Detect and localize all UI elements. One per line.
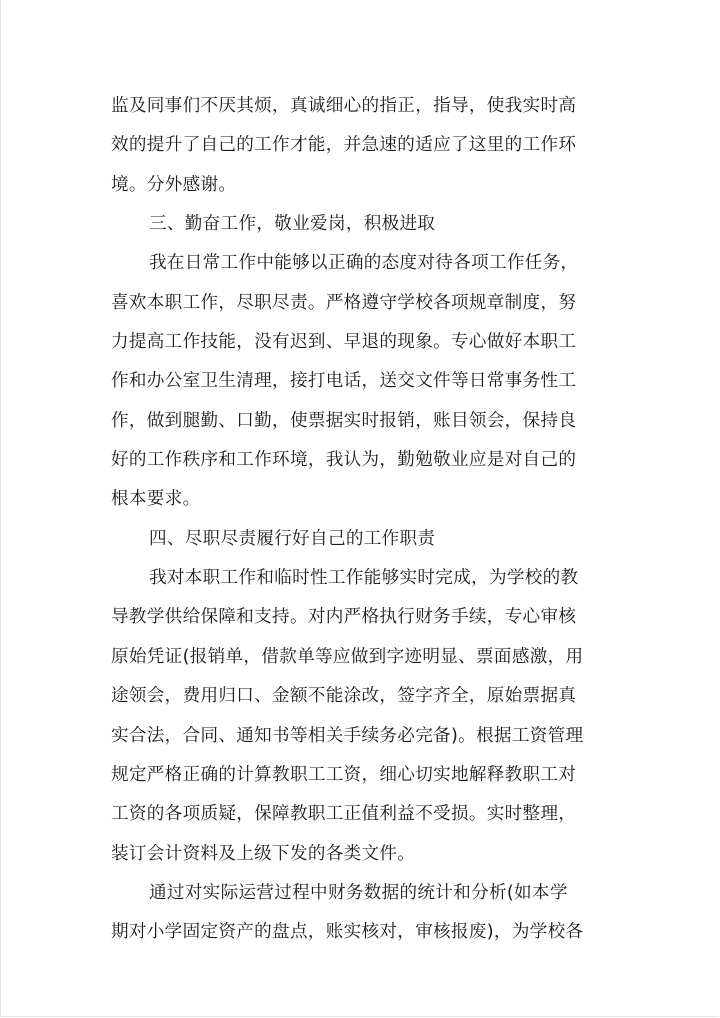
text-line: 作和办公室卫生清理，接打电话，送交文件等日常事务性工 (111, 371, 577, 392)
text-line: 我在日常工作中能够以正确的态度对待各项工作任务， (149, 253, 579, 274)
document-body (111, 87, 616, 953)
text-line: 作，做到腿勤、口勤，使票据实时报销，账目领会，保持良 (111, 410, 577, 431)
text-line: 工资的各项质疑，保障教职工正值利益不受损。实时整理， (111, 804, 577, 825)
text-line: 根本要求。 (111, 489, 201, 510)
text-line: 效的提升了自己的工作才能，并急速的适应了这里的工作环 (111, 135, 577, 156)
text-line: 力提高工作技能，没有迟到、早退的现象。专心做好本职工 (111, 332, 577, 353)
text-line: 原始凭证(报销单，借款单等应做到字迹明显、票面感激，用 (111, 646, 584, 667)
text-line: 喜欢本职工作，尽职尽责。严格遵守学校各项规章制度，努 (111, 292, 577, 313)
text-line: 好的工作秩序和工作环境，我认为，勤勉敬业应是对自己的 (111, 450, 577, 471)
section-heading-4: 四、尽职尽责履行好自己的工作职责 (149, 528, 436, 549)
text-line: 途领会，费用归口、金额不能涂改，签字齐全，原始票据真 (111, 686, 577, 707)
text-line: 通过对实际运营过程中财务数据的统计和分析(如本学 (149, 882, 568, 903)
text-line: 装订会计资料及上级下发的各类文件。 (111, 843, 416, 864)
text-line: 实合法，合同、通知书等相关手续务必完备)。根据工资管理 (111, 725, 584, 746)
text-line: 境。分外感谢。 (111, 174, 237, 195)
text-line: 我对本职工作和临时性工作能够实时完成，为学校的教 (149, 568, 579, 589)
text-line: 导教学供给保障和支持。对内严格执行财务手续，专心审核 (111, 607, 577, 628)
text-line: 监及同事们不厌其烦，真诚细心的指正，指导，使我实时高 (111, 96, 577, 116)
text-line: 期对小学固定资产的盘点，账实核对，审核报废)，为学校各 (111, 922, 584, 943)
text-line: 规定严格正确的计算教职工工资，细心切实地解释教职工对 (111, 764, 577, 785)
section-heading-3: 三、勤奋工作，敬业爱岗，积极进取 (149, 214, 436, 235)
